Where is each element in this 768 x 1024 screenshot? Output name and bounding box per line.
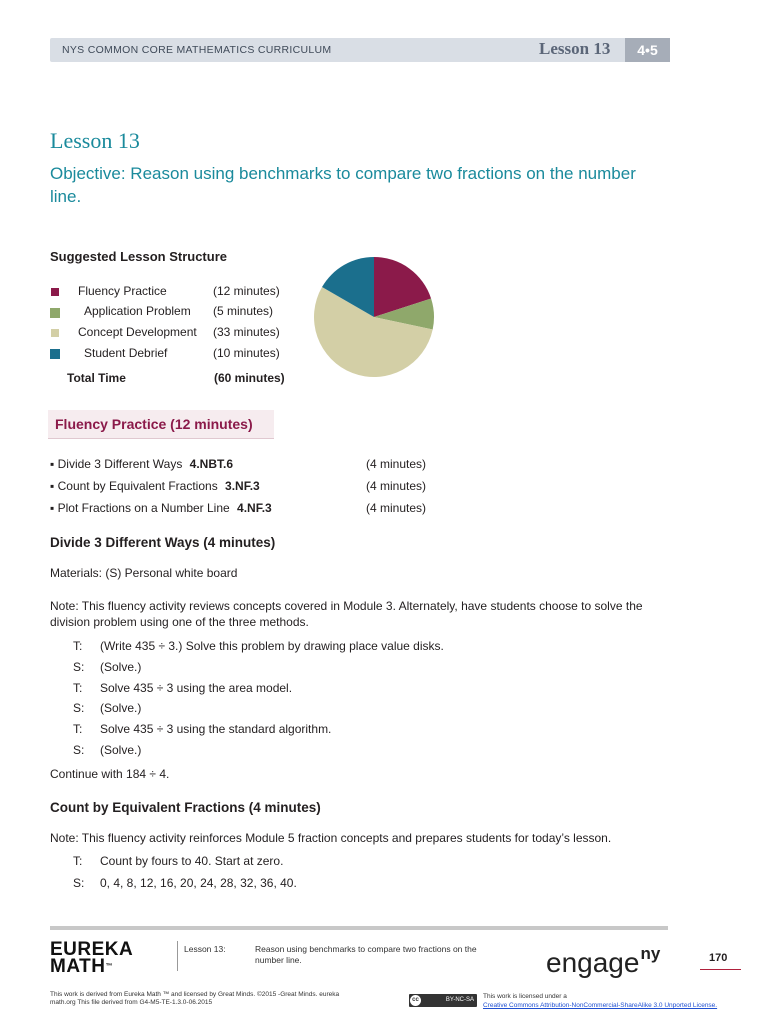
- structure-label-fluency: Fluency Practice: [78, 284, 167, 298]
- dialogue-line: Solve 435 ÷ 3 using the area model.: [100, 681, 293, 695]
- dialogue-speaker: S:: [73, 660, 85, 674]
- fluency-swatch: [51, 288, 59, 296]
- footer-lesson: Lesson 13:: [184, 944, 226, 954]
- fluency-item: ▪ Plot Fractions on a Number Line 4.NF.3: [50, 501, 272, 515]
- bullet-icon: ▪: [50, 479, 55, 493]
- dialogue-line: 0, 4, 8, 12, 16, 20, 24, 28, 32, 36, 40.: [100, 876, 297, 890]
- footer-objective: Reason using benchmarks to compare two fractions on the number line.: [255, 944, 477, 965]
- fluency-item-time: (4 minutes): [366, 501, 427, 515]
- page-number: 170: [709, 952, 728, 964]
- fluency-item: ▪ Count by Equivalent Fractions 3.NF.3: [50, 479, 260, 493]
- header-lesson: Lesson 13: [539, 39, 611, 58]
- footer-rule: [50, 926, 668, 930]
- license-text: This work is licensed under a: [483, 993, 567, 1000]
- bullet-icon: ▪: [50, 457, 55, 471]
- engageny-logo: engage$^{ny}$: [546, 944, 661, 978]
- count-heading: Count by Equivalent Fractions (4 minutes): [50, 800, 321, 815]
- fluency-item-time: (4 minutes): [366, 457, 427, 471]
- structure-heading: Suggested Lesson Structure: [50, 249, 227, 264]
- dialogue-line: Solve 435 ÷ 3 using the standard algorithm.: [100, 722, 332, 736]
- license-link[interactable]: Creative Commons Attribution-NonCommercial-ShareAlike 3.0 Unported License.: [483, 1002, 718, 1009]
- divide-note: Note: This fluency activity reviews concepts covered in Module 3. Alternately, have students choose to solve the division problem using one of the three methods.: [50, 599, 643, 629]
- structure-time-concept: (33 minutes): [213, 325, 280, 339]
- divide-continue: Continue with 184 ÷ 4.: [50, 767, 170, 781]
- structure-time-fluency: (12 minutes): [213, 284, 280, 298]
- dialogue-line: (Solve.): [100, 660, 142, 674]
- eureka-math-logo: EUREKA MATH™: [50, 939, 134, 977]
- fluency-item: ▪ Divide 3 Different Ways 4.NBT.6: [50, 457, 234, 471]
- dialogue-speaker: T:: [73, 854, 83, 868]
- page-number-rule: [700, 969, 741, 970]
- structure-time-debrief: (10 minutes): [213, 346, 280, 360]
- module-badge: 4•5: [625, 38, 670, 62]
- footer-divider: [177, 941, 178, 971]
- cc-icon: cc: [410, 995, 421, 1006]
- bullet-icon: ▪: [50, 501, 55, 515]
- credit-text: This work is derived from Eureka Math ™ and licensed by Great Minds. ©2015 -Great Minds. eureka math.org This file derived from G4-M5-TE-1.3.0-06.2015: [50, 991, 340, 1006]
- page-title: Lesson 13: [50, 128, 140, 153]
- debrief-swatch: [50, 349, 60, 359]
- structure-label-application: Application Problem: [84, 304, 191, 318]
- structure-label-debrief: Student Debrief: [84, 346, 168, 360]
- divide-heading: Divide 3 Different Ways (4 minutes): [50, 535, 276, 550]
- application-swatch: [50, 308, 60, 318]
- count-note: Note: This fluency activity reinforces Module 5 fraction concepts and prepares students for today’s lesson.: [50, 831, 612, 845]
- objective: Objective: Reason using benchmarks to compare two fractions on the number line.: [50, 164, 636, 206]
- dialogue-line: (Solve.): [100, 743, 142, 757]
- dialogue-line: Count by fours to 40. Start at zero.: [100, 854, 284, 868]
- dialogue-speaker: S:: [73, 743, 85, 757]
- structure-label-concept: Concept Development: [78, 325, 197, 339]
- structure-time-application: (5 minutes): [213, 304, 274, 318]
- cc-license-badge: cc BY-NC-SA: [409, 994, 477, 1007]
- dialogue-line: (Solve.): [100, 701, 142, 715]
- dialogue-speaker: T:: [73, 639, 83, 653]
- dialogue-speaker: T:: [73, 681, 83, 695]
- concept-swatch: [51, 329, 59, 337]
- dialogue-line: (Write 435 ÷ 3.) Solve this problem by drawing place value disks.: [100, 639, 444, 653]
- dialogue-speaker: S:: [73, 701, 85, 715]
- fluency-title: Fluency Practice (12 minutes): [55, 416, 253, 432]
- curriculum-label: NYS COMMON CORE MATHEMATICS CURRICULUM: [62, 44, 332, 56]
- dialogue-speaker: T:: [73, 722, 83, 736]
- fluency-item-time: (4 minutes): [366, 479, 427, 493]
- total-label: Total Time: [67, 371, 126, 385]
- lesson-structure-pie: [300, 245, 450, 395]
- dialogue-speaker: S:: [73, 876, 85, 890]
- total-time: (60 minutes): [214, 371, 285, 385]
- divide-materials: Materials: (S) Personal white board: [50, 566, 238, 580]
